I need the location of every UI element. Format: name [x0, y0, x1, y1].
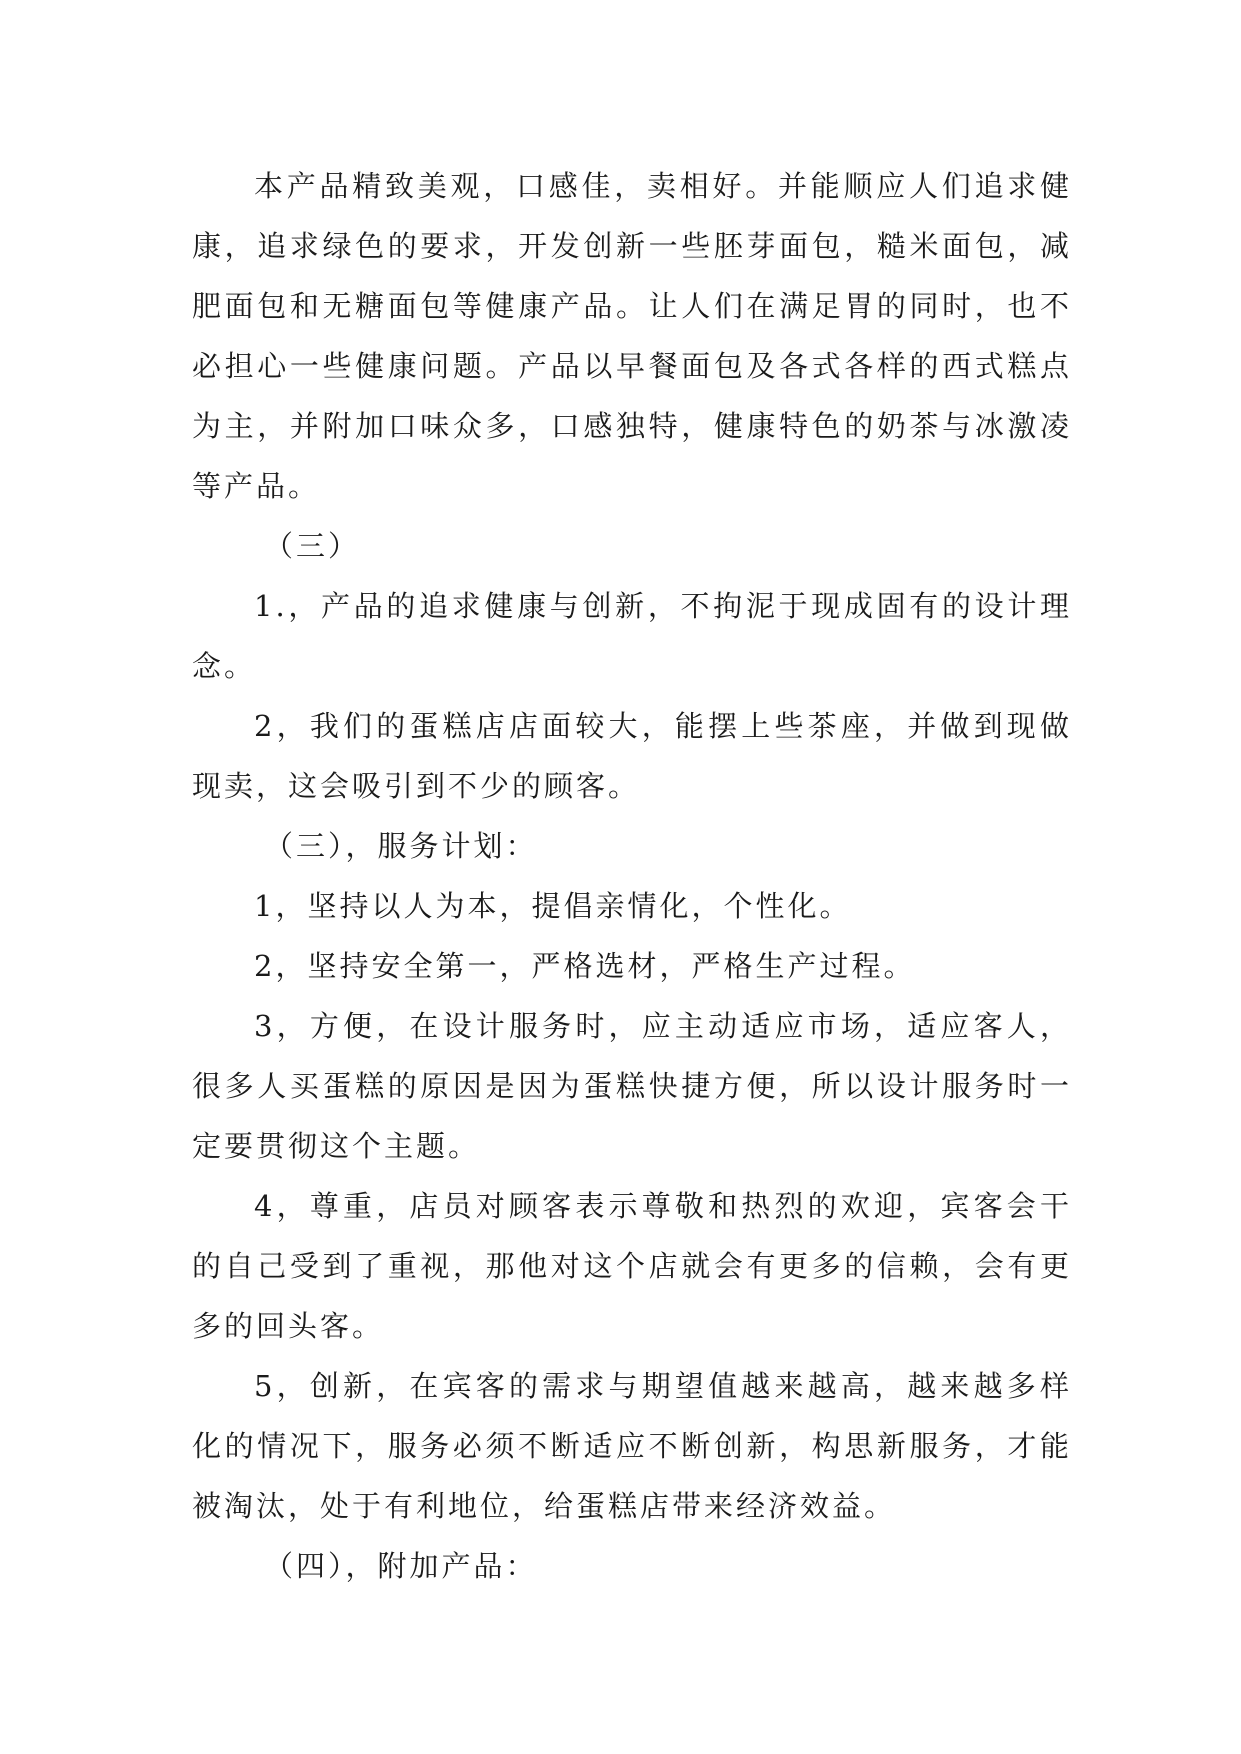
paragraph-service-2: 2，坚持安全第一，严格选材，严格生产过程。 [254, 949, 916, 983]
paragraph-point-1: 1.，产品的追求健康与创新，不拘泥于现成固有的设计理念。 [192, 589, 1072, 683]
paragraph-service-4: 4，尊重，店员对顾客表示尊敬和热烈的欢迎，宾客会干的自己受到了重视，那他对这个店就会有更多的信赖，会有更多的回头客。 [192, 1189, 1072, 1343]
section-heading-3: （三） [264, 529, 361, 563]
document-body [192, 156, 1072, 1596]
paragraph-service-5: 5，创新，在宾客的需求与期望值越来越高，越来越多样化的情况下，服务必须不断适应不断创新，构思新服务，才能被淘汰，处于有利地位，给蛋糕店带来经济效益。 [192, 1369, 1072, 1523]
paragraph-service-1: 1，坚持以人为本，提倡亲情化，个性化。 [254, 889, 852, 923]
paragraph-point-2: 2，我们的蛋糕店店面较大，能摆上些茶座，并做到现做现卖，这会吸引到不少的顾客。 [192, 709, 1072, 803]
section-heading-service-plan: （三），服务计划： [264, 829, 538, 863]
paragraph-service-3: 3，方便，在设计服务时，应主动适应市场，适应客人，很多人买蛋糕的原因是因为蛋糕快捷方便，所以设计服务时一定要贯彻这个主题。 [192, 1009, 1072, 1163]
paragraph-product-description: 本产品精致美观，口感佳，卖相好。并能顺应人们追求健康，追求绿色的要求，开发创新一些胚芽面包，糙米面包，减肥面包和无糖面包等健康产品。让人们在满足胃的同时，也不必担心一些健康问题。产品以早餐面包及各式各样的西式糕点为主，并附加口味众多，口感独特，健康特色的奶茶与冰激凌等产品。 [192, 169, 1072, 503]
section-heading-additional-products: （四），附加产品： [264, 1549, 538, 1583]
